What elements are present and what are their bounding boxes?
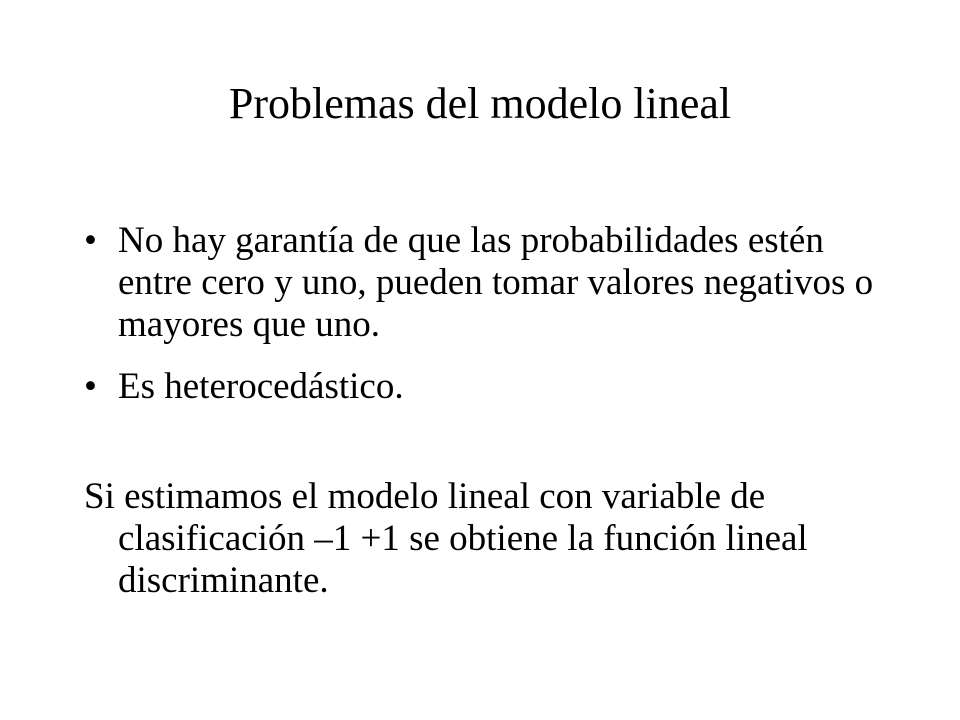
- body-paragraph: Si estimamos el modelo lineal con variable de clasificación –1 +1 se obtiene la función lineal discriminante.: [84, 476, 808, 601]
- slide-title: Problemas del modelo lineal: [228, 79, 732, 128]
- bullet-icon: •: [84, 366, 97, 407]
- bullet-icon: •: [84, 220, 97, 261]
- bullet-item: [84, 220, 884, 346]
- bullet-text: Es heterocedástico.: [118, 366, 404, 407]
- bullet-item: [84, 366, 884, 408]
- bullet-list: [84, 220, 884, 428]
- bullet-text: No hay garantía de que las probabilidades estén entre cero y uno, pueden tomar valores negativos o mayores que uno.: [118, 220, 874, 345]
